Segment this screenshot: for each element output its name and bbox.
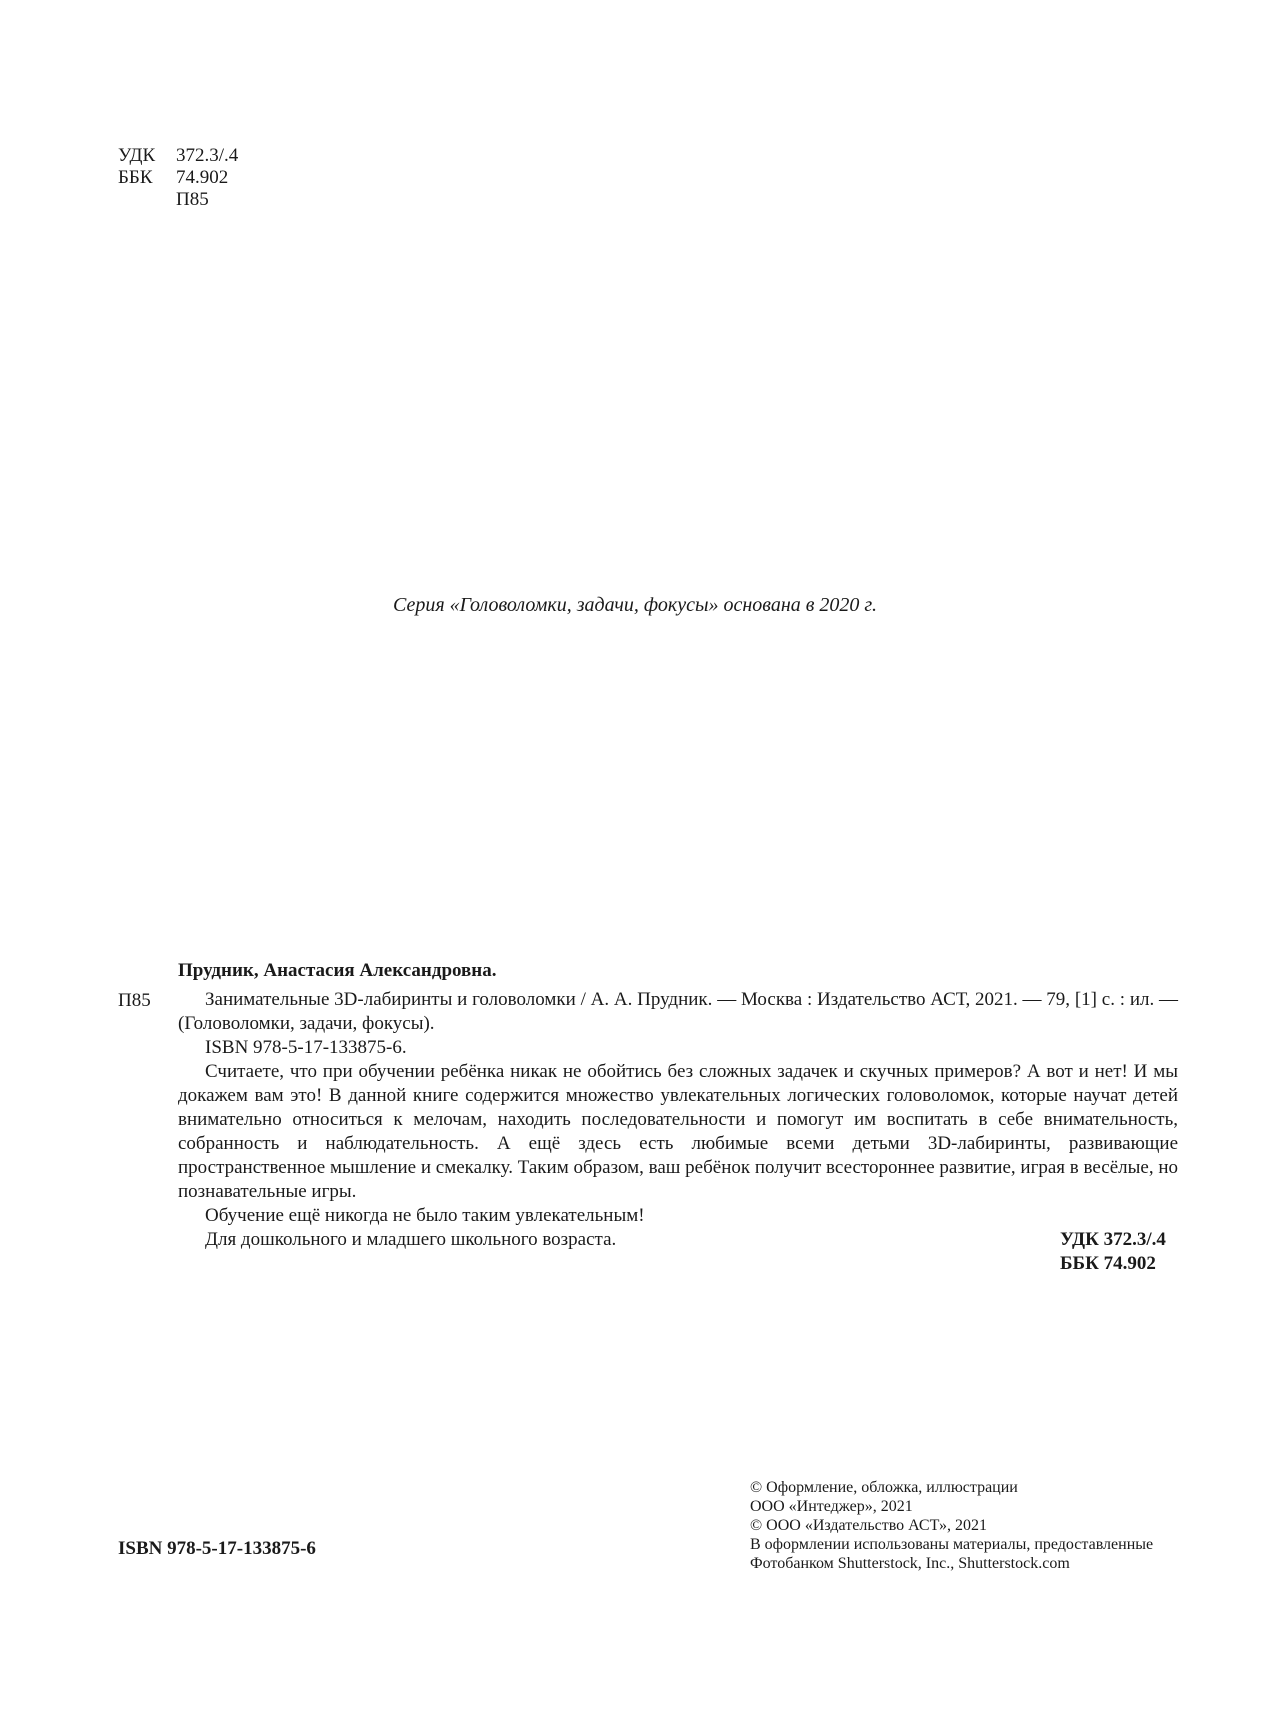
catalog-sign: П85 [118, 990, 151, 1011]
isbn-line: ISBN 978-5-17-133875-6. [205, 1037, 407, 1058]
udk-value: 372.3/.4 [176, 145, 239, 166]
udk-row [118, 145, 238, 167]
classification-bottom [1060, 1228, 1166, 1276]
annotation: Считаете, что при обучении ребёнка никак не обойтись без сложных задачек и скучных примеров? А вот и нет! И мы докажем вам это! В данной книге содержится множество увлекательных логических головоломок, которые научат детей внимательно относиться к мелочам, находить последовательности и помогут им воспитать в себе внимательность, собранность и наблюдательность. А ещё здесь есть любимые всеми детьми 3D-лабиринты, развивающие пространственное мышление и смекалку. Таким образом, ваш ребёнок получит всестороннее развитие, играя в весёлые, но познавательные игры. [178, 1061, 1178, 1202]
bibliographic-record [178, 988, 1178, 1252]
udk-bottom: УДК 372.3/.4 [1060, 1229, 1166, 1250]
title-line: Занимательные 3D-лабиринты и головоломки / А. А. Прудник. — Москва : Издательство АСТ, 2021. — 79, [1] с. : ил. — (Головоломки, задачи, фокусы). [178, 989, 1178, 1034]
udk-label: УДК [118, 145, 156, 166]
bbk-label: ББК [118, 167, 153, 188]
bbk-bottom: ББК 74.902 [1060, 1253, 1156, 1274]
copyright-block [750, 1478, 1153, 1573]
copyright-line-1: © Оформление, обложка, иллюстрации [750, 1479, 1018, 1496]
copyright-line-4: В оформлении использованы материалы, предоставленные [750, 1536, 1154, 1553]
audience: Для дошкольного и младшего школьного возраста. [205, 1229, 617, 1250]
classification-block [118, 145, 238, 211]
author-sign: П85 [176, 189, 209, 210]
isbn-bottom: ISBN 978-5-17-133875-6 [118, 1538, 316, 1559]
bbk-value: 74.902 [176, 167, 229, 188]
copyright-line-3: © ООО «Издательство АСТ», 2021 [750, 1517, 987, 1534]
series-note: Серия «Головоломки, задачи, фокусы» основана в 2020 г. [393, 594, 877, 616]
author-name: Прудник, Анастасия Александровна. [178, 960, 497, 981]
bbk-row [118, 167, 238, 189]
slogan: Обучение ещё никогда не было таким увлекательным! [205, 1205, 645, 1226]
copyright-line-2: ООО «Интеджер», 2021 [750, 1498, 913, 1515]
copyright-line-5: Фотобанком Shutterstock, Inc., Shutterstock.com [750, 1555, 1070, 1572]
author-sign-row [118, 189, 238, 211]
